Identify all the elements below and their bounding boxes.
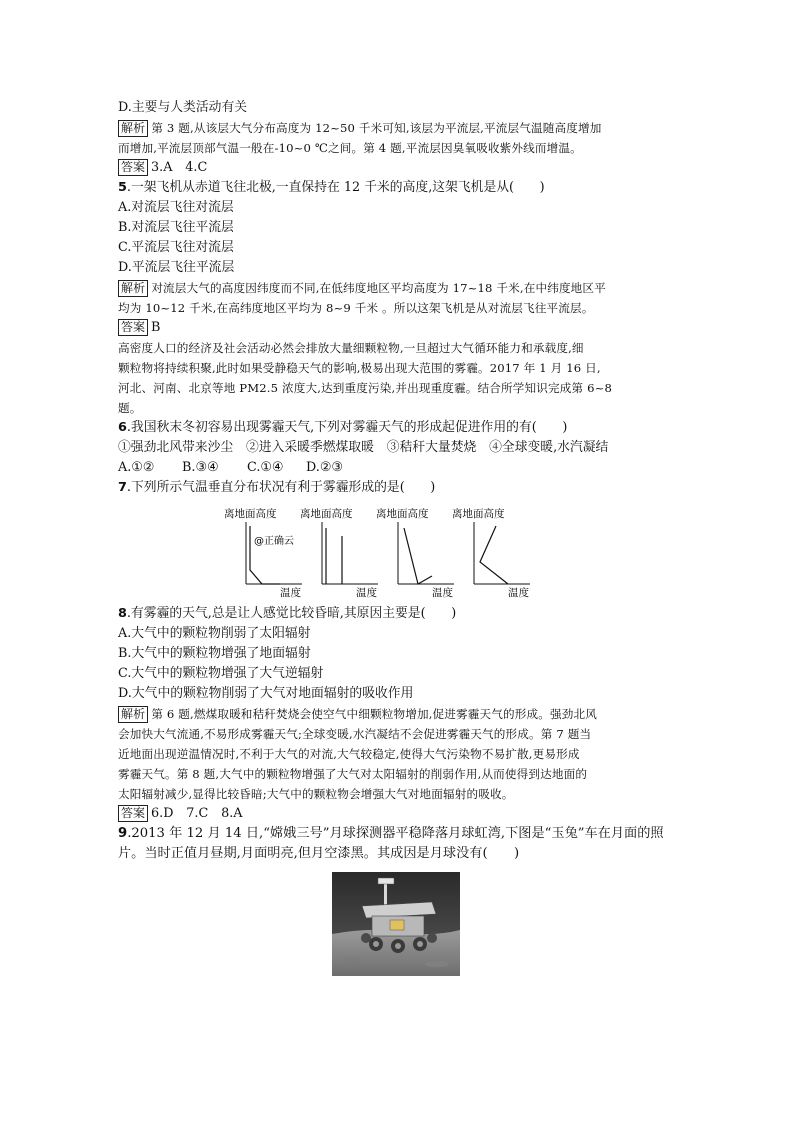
question-number: 5 <box>118 180 127 195</box>
options-row <box>118 458 674 478</box>
question-stem: .有雾霾的天气,总是让人感觉比较昏暗,其原因主要是( ) <box>126 606 457 621</box>
answer-label: 答案 <box>118 159 148 176</box>
question-stem: 片。当时正值月昼期,月面明亮,但月空漆黑。其成因是月球没有( ) <box>118 846 520 861</box>
explanation-line: 雾霾天气。第 8 题,大气中的颗粒物增强了大气对太阳辐射的削弱作用,从而使得到达地面的 <box>118 767 588 781</box>
x-axis-label: 温度 <box>280 587 301 599</box>
answer-3-4 <box>118 158 674 178</box>
temperature-profile-line <box>250 526 280 584</box>
option-d: D.②③ <box>306 460 343 475</box>
explanation-line: 近地面出现逆温情况时,不利于大气的对流,大气较稳定,使得大气污染物不易扩散,更易形成 <box>118 747 580 761</box>
question-8 <box>118 604 674 704</box>
question-7 <box>118 478 674 600</box>
explanation-label: 解析 <box>118 706 148 723</box>
temperature-profile-charts <box>118 500 674 600</box>
temperature-profile-line <box>480 526 508 584</box>
option-c: C.平流层飞往对流层 <box>118 240 234 255</box>
option-d: D.大气中的颗粒物削弱了大气对地面辐射的吸收作用 <box>118 686 414 701</box>
question-6 <box>118 418 674 478</box>
question-stem: .下列所示气温垂直分布状况有利于雾霾形成的是( ) <box>126 480 436 495</box>
explanation-line: 第 6 题,燃煤取暖和秸秆焚烧会使空气中细颗粒物增加,促进雾霾天气的形成。强劲北风 <box>151 707 597 721</box>
x-axis-label: 温度 <box>432 587 453 599</box>
option-b: B.大气中的颗粒物增强了地面辐射 <box>118 646 311 661</box>
worksheet-page <box>118 98 674 976</box>
explanation-label: 解析 <box>118 280 148 297</box>
option-a: A.大气中的颗粒物削弱了太阳辐射 <box>118 626 311 641</box>
question-stem: .我国秋末冬初容易出现雾霾天气,下列对雾霾天气的形成起促进作用的有( ) <box>126 420 568 435</box>
explanation-line: 对流层大气的高度因纬度而不同,在低纬度地区平均高度为 17~18 千米,在中纬度地区平 <box>151 281 606 295</box>
reading-passage <box>118 338 674 418</box>
question-number: 6 <box>118 420 127 435</box>
y-axis-label: 离地面高度 <box>376 508 429 520</box>
answer-6-8 <box>118 804 674 824</box>
passage-line: 颗粒物将持续积聚,此时如果受静稳天气的影响,极易出现大范围的雾霾。2017 年 1 月 16 日, <box>118 361 601 375</box>
explanation-line: 第 3 题,从该层大气分布高度为 12~50 千米可知,该层为平流层,平流层气温随高度增加 <box>151 121 602 135</box>
y-axis-label: 离地面高度 <box>300 508 353 520</box>
option-a: A.对流层飞往对流层 <box>118 200 234 215</box>
question-9 <box>118 824 674 976</box>
panel-label <box>267 598 277 600</box>
explanation-3-4 <box>118 118 674 158</box>
answer-text: 3.A 4.C <box>151 160 208 175</box>
passage-line: 高密度人口的经济及社会活动必然会排放大量细颗粒物,一旦超过大气循环能力和承载度,细 <box>118 341 584 355</box>
question-number: 8 <box>118 606 127 621</box>
question-number: 9 <box>118 826 128 841</box>
y-axis-label: 离地面高度 <box>452 508 505 520</box>
option-a: A.①② <box>118 460 155 475</box>
explanation-line: 太阳辐射减少,显得比较昏暗;大气中的颗粒物会增强大气对地面辐射的吸收。 <box>118 787 514 801</box>
option-b: B.对流层飞往平流层 <box>118 220 234 235</box>
explanation-5 <box>118 278 674 318</box>
yutu-rover-photo <box>332 872 460 976</box>
answer-text: 6.D 7.C 8.A <box>151 806 243 821</box>
panel-label <box>420 598 429 600</box>
x-axis-label: 温度 <box>508 587 529 599</box>
question-stem: .2013 年 12 月 14 日,“嫦娥三号”月球探测器平稳降落月球虹湾,下图是“玉兔”车在月面的照 <box>127 826 664 841</box>
question-items: ①强劲北风带来沙尘 ②进入采暖季燃煤取暖 ③秸秆大量焚烧 ④全球变暖,水汽凝结 <box>118 440 609 455</box>
explanation-6-8 <box>118 704 674 804</box>
watermark-annotation: @正确云 <box>254 536 294 547</box>
x-axis-label: 温度 <box>356 587 377 599</box>
option-c: C.①④ <box>247 460 284 475</box>
explanation-line: 而增加,平流层顶部气温一般在-10~0 ℃之间。第 4 题,平流层因臭氧吸收紫外线而增温。 <box>118 141 582 155</box>
question-5 <box>118 178 674 278</box>
question-stem: .一架飞机从赤道飞往北极,一直保持在 12 千米的高度,这架飞机是从( ) <box>126 180 545 195</box>
panel-label <box>344 598 353 600</box>
answer-5 <box>118 318 674 338</box>
answer-label: 答案 <box>118 319 148 336</box>
temperature-profile-svg <box>118 500 674 600</box>
option-d: D.平流层飞往平流层 <box>118 260 235 275</box>
panel-label <box>496 598 506 600</box>
option-c: C.大气中的颗粒物增强了大气逆辐射 <box>118 666 324 681</box>
explanation-line: 会加快大气流通,不易形成雾霾天气;全球变暖,水汽凝结不会促进雾霾天气的形成。第 7 题当 <box>118 727 592 741</box>
answer-label: 答案 <box>118 805 148 822</box>
q4-option-d: D.主要与人类活动有关 <box>118 100 248 115</box>
option-b: B.③④ <box>182 460 219 475</box>
temperature-profile-line <box>404 528 432 584</box>
y-axis-label: 离地面高度 <box>224 508 277 520</box>
answer-text: B <box>151 320 161 335</box>
passage-line: 题。 <box>118 401 142 415</box>
passage-line: 河北、河南、北京等地 PM2.5 浓度大,达到重度污染,并出现重度霾。结合所学知识完成第 6~8 <box>118 381 612 395</box>
explanation-label: 解析 <box>118 120 148 137</box>
explanation-line: 均为 10~12 千米,在高纬度地区平均为 8~9 千米 。所以这架飞机是从对流层飞往平流层。 <box>118 301 594 315</box>
question-number: 7 <box>118 480 127 495</box>
